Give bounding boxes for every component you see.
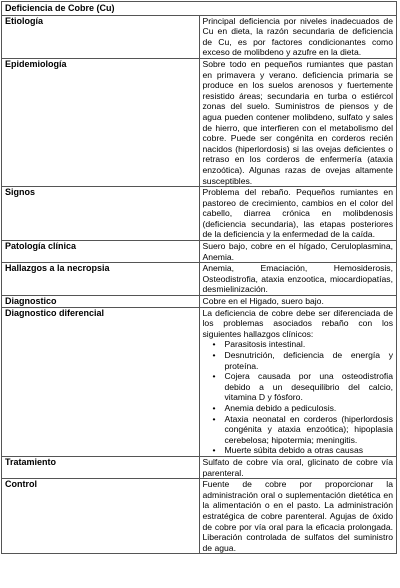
table-row [2, 187, 397, 241]
list-item [212, 339, 394, 350]
row-text: La deficiencia de cobre debe ser diferenciada de los problemas asociados rebaño con los siguientes hallazgos clínicos: [202, 307, 393, 339]
row-label: Patología clínica [2, 241, 200, 263]
bullet-glyph: • [212, 371, 216, 382]
list-item-text: Cojera causada por una osteodistrofia debido a un desequilibrio del calcio, vitamina D y fósforo. [224, 371, 393, 403]
row-text: Sobre todo en pequeños rumiantes que pastan en primavera y verano. deficiencia primaria se produce en los suelos arenosos y fuertemente resistido áreas; secundaria en turba o estiércol zonas del suelo. Suministros de piensos y de agua pueden contener molibdeno, sulfato y sales de hierro, que interfieren con el metabolismo del cobre. Puede ser congénita en corderos recién nacidos (hiperlordosis) si las ovejas deficientes o retraso en los corderos de enfermería (ataxia enzoótica). Algunas razas de ovejas altamente susceptibles. [199, 58, 397, 186]
list-item-text: Desnutrición, deficiencia de energía y proteína. [224, 350, 393, 371]
row-text: Sulfato de cobre vía oral, glicinato de cobre vía parenteral. [199, 456, 397, 478]
row-label: Epidemiología [2, 58, 200, 186]
table-row [2, 307, 397, 456]
list-item-text: Parasitosis intestinal. [224, 339, 306, 350]
list-item [212, 402, 394, 414]
row-label: Hallazgos a la necropsia [2, 263, 200, 296]
row-text: Problema del rebaño. Pequeños rumiantes en pastoreo de crecimiento, cambios en el color del cabello, diarrea crónica en molibdenosis (deficiencia secundaria), las etapas posteriores de la deficiencia y la enfermedad de la caída. [199, 187, 397, 241]
list-item [212, 445, 394, 456]
table-header-row [2, 2, 397, 16]
row-label: Signos [2, 187, 200, 241]
row-text: Cobre en el Higado, suero bajo. [199, 296, 397, 308]
row-text: Principal deficiencia por niveles inadecuados de Cu en dieta, la razón secundaria de deficiencia de Cu, es por factores condicionantes como exceso de molibdeno y azufre en la dieta. [199, 15, 397, 58]
bullet-glyph: • [212, 445, 216, 456]
list-item [212, 371, 394, 403]
table-row [2, 15, 397, 58]
copper-deficiency-table [1, 1, 397, 554]
row-label: Etiología [2, 15, 200, 58]
list-item-text: Anemia debido a pediculosis. [224, 402, 337, 413]
bullet-glyph: • [212, 402, 216, 413]
list-item-text: Muerte súbita debido a otras causas [224, 445, 364, 456]
row-text: Anemia, Emaciación, Hemosiderosis, Osteodistrofia, ataxia enzootica, miocardiopatías, desmielinización. [199, 263, 397, 296]
table-row [2, 479, 397, 554]
row-label: Tratamiento [2, 456, 200, 478]
row-label: Control [2, 479, 200, 554]
row-text: Fuente de cobre por proporcionar la administración oral o suplementación dietética en la alimentación o en el pasto. La administración estratégica de cobre parenteral. Agujas de óxido de cobre por vía oral para la eficacia prolongada. Liberación controlada de sulfatos del suministro de agua. [199, 479, 397, 554]
list-item [212, 350, 394, 371]
table-row [2, 58, 397, 186]
bullet-glyph: • [212, 413, 216, 424]
list-item [212, 413, 394, 446]
table-row [2, 296, 397, 308]
document-page [1, 1, 397, 554]
table-row [2, 241, 397, 263]
table-title: Deficiencia de Cobre (Cu) [2, 2, 397, 16]
list-item-text: Ataxia neonatal en corderos (hiperlordosis congénita y ataxia enzoótica); hipoplasia cerebelosa; hipotermia; meningitis. [224, 413, 393, 445]
differential-list [203, 339, 394, 456]
row-label: Diagnostico [2, 296, 200, 308]
table-row [2, 456, 397, 478]
row-text: Suero bajo, cobre en el hígado, Ceruloplasmina, Anemia. [199, 241, 397, 263]
row-content [199, 307, 397, 456]
bullet-glyph: • [212, 350, 216, 360]
table-row [2, 263, 397, 296]
bullet-glyph: • [212, 339, 216, 350]
row-label: Diagnostico diferencial [2, 307, 200, 456]
